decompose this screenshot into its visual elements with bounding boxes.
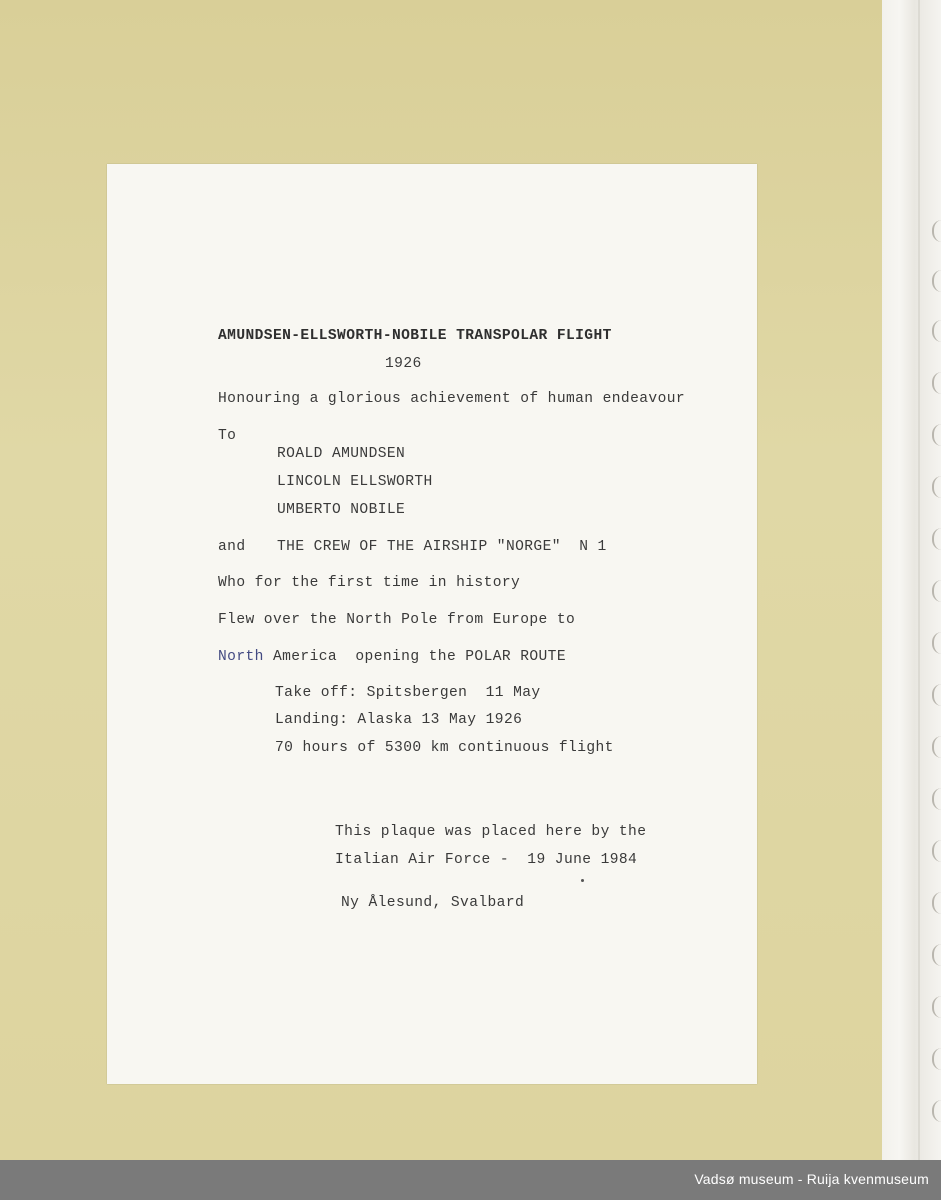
album-page-edge [882, 0, 941, 1160]
year: 1926 [385, 356, 422, 372]
name-nobile: UMBERTO NOBILE [277, 502, 406, 518]
takeoff-line: Take off: Spitsbergen 11 May [275, 685, 541, 701]
credit-bar [0, 1160, 941, 1200]
spine-line [918, 0, 920, 1160]
typed-card [107, 164, 757, 1084]
plaque-line-1: This plaque was placed here by the [335, 824, 647, 840]
landing-line: Landing: Alaska 13 May 1926 [275, 712, 523, 728]
name-ellsworth: LINCOLN ELLSWORTH [277, 474, 433, 490]
museum-credit: Vadsø museum - Ruija kvenmuseum [694, 1171, 929, 1187]
honouring-line: Honouring a glorious achievement of human endeavour [218, 391, 686, 407]
heading: AMUNDSEN-ELLSWORTH-NOBILE TRANSPOLAR FLIGHT [218, 328, 612, 344]
to-label: To [218, 428, 237, 444]
north-word: North [218, 649, 264, 665]
crew-line: THE CREW OF THE AIRSHIP "NORGE" N 1 [277, 539, 607, 555]
and-label: and [218, 539, 246, 555]
location-line: Ny Ålesund, Svalbard [341, 895, 525, 911]
america-line: America opening the POLAR ROUTE [263, 649, 566, 665]
route-line [218, 648, 566, 666]
plaque-line-2: Italian Air Force - 19 June 1984 [335, 852, 638, 868]
duration-line: 70 hours of 5300 km continuous flight [275, 740, 614, 756]
name-amundsen: ROALD AMUNDSEN [277, 446, 406, 462]
history-line: Who for the first time in history [218, 575, 521, 591]
ink-speck [581, 879, 584, 882]
flew-line: Flew over the North Pole from Europe to [218, 612, 576, 628]
